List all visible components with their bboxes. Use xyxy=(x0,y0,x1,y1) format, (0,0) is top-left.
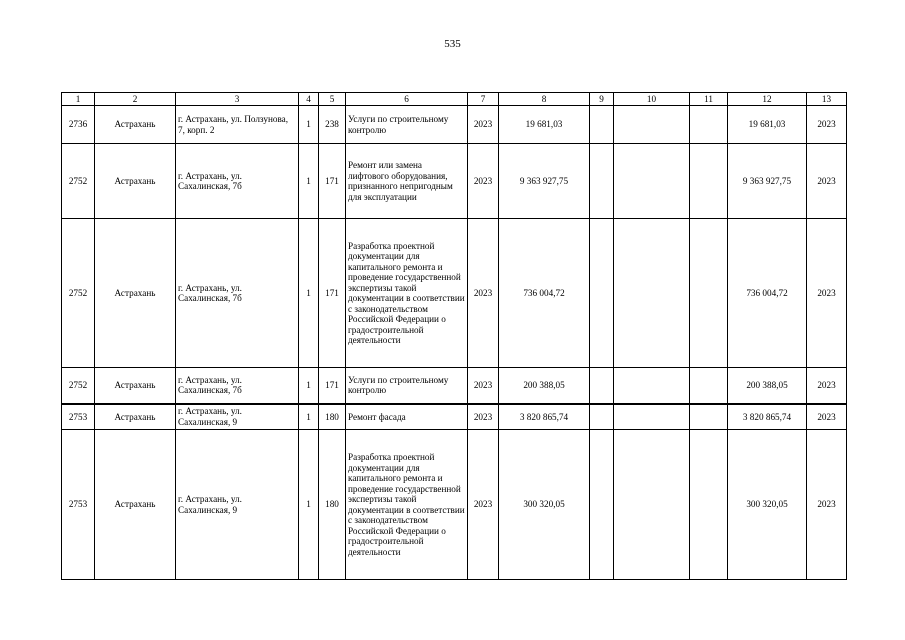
cell-service: Услуги по строительному контролю xyxy=(346,368,468,404)
cell-col4: 1 xyxy=(299,219,319,368)
cell-total: 19 681,03 xyxy=(728,106,807,144)
cell-service: Разработка проектной документации для капитального ремонта и проведение государственной экспертизы такой документации в соответствии с законодательством Российской Федерации о градостроительной деятельности xyxy=(346,219,468,368)
cell-col9 xyxy=(590,368,614,404)
cell-col5: 171 xyxy=(319,144,346,219)
cell-address: г. Астрахань, ул. Сахалинская, 7б xyxy=(176,368,299,404)
cell-year: 2023 xyxy=(468,144,499,219)
cell-service: Ремонт фасада xyxy=(346,404,468,430)
cell-amount: 736 004,72 xyxy=(499,219,590,368)
cell-col5: 180 xyxy=(319,404,346,430)
cell-number: 2736 xyxy=(62,106,95,144)
cell-year: 2023 xyxy=(468,219,499,368)
cell-col9 xyxy=(590,106,614,144)
cell-number: 2752 xyxy=(62,219,95,368)
cell-address: г. Астрахань, ул. Сахалинская, 7б xyxy=(176,144,299,219)
table-row xyxy=(62,404,847,430)
cell-year: 2023 xyxy=(468,106,499,144)
cell-col11 xyxy=(690,430,728,580)
cell-col9 xyxy=(590,404,614,430)
cell-col10 xyxy=(614,219,690,368)
cell-col5: 238 xyxy=(319,106,346,144)
cell-city: Астрахань xyxy=(95,144,176,219)
cell-total: 200 388,05 xyxy=(728,368,807,404)
table-row xyxy=(62,219,847,368)
cell-number: 2753 xyxy=(62,404,95,430)
cell-end-year: 2023 xyxy=(807,430,847,580)
cell-address: г. Астрахань, ул. Сахалинская, 9 xyxy=(176,430,299,580)
column-header: 2 xyxy=(95,93,176,106)
table-row xyxy=(62,368,847,404)
cell-service: Ремонт или замена лифтового оборудования, признанного непригодным для эксплуатации xyxy=(346,144,468,219)
column-header: 1 xyxy=(62,93,95,106)
cell-city: Астрахань xyxy=(95,106,176,144)
column-header: 12 xyxy=(728,93,807,106)
table-row xyxy=(62,106,847,144)
cell-amount: 300 320,05 xyxy=(499,430,590,580)
cell-col9 xyxy=(590,144,614,219)
cell-col9 xyxy=(590,219,614,368)
cell-end-year: 2023 xyxy=(807,144,847,219)
cell-city: Астрахань xyxy=(95,219,176,368)
column-header: 9 xyxy=(590,93,614,106)
column-header: 4 xyxy=(299,93,319,106)
table-row xyxy=(62,144,847,219)
column-header: 3 xyxy=(176,93,299,106)
table-row xyxy=(62,430,847,580)
page-number: 535 xyxy=(444,38,461,50)
cell-col11 xyxy=(690,219,728,368)
cell-number: 2752 xyxy=(62,368,95,404)
cell-col10 xyxy=(614,368,690,404)
header-row xyxy=(62,93,847,106)
cell-amount: 200 388,05 xyxy=(499,368,590,404)
cell-total: 9 363 927,75 xyxy=(728,144,807,219)
cell-col10 xyxy=(614,144,690,219)
column-header: 7 xyxy=(468,93,499,106)
cell-col4: 1 xyxy=(299,404,319,430)
cell-total: 300 320,05 xyxy=(728,430,807,580)
cell-col4: 1 xyxy=(299,106,319,144)
cell-total: 736 004,72 xyxy=(728,219,807,368)
cell-col10 xyxy=(614,404,690,430)
cell-service: Услуги по строительному контролю xyxy=(346,106,468,144)
cell-number: 2753 xyxy=(62,430,95,580)
cell-year: 2023 xyxy=(468,404,499,430)
cell-col10 xyxy=(614,106,690,144)
column-header: 6 xyxy=(346,93,468,106)
cell-col11 xyxy=(690,404,728,430)
cell-end-year: 2023 xyxy=(807,219,847,368)
cell-col10 xyxy=(614,430,690,580)
column-header: 5 xyxy=(319,93,346,106)
cell-year: 2023 xyxy=(468,368,499,404)
register-table xyxy=(61,92,847,580)
cell-year: 2023 xyxy=(468,430,499,580)
cell-col9 xyxy=(590,430,614,580)
cell-address: г. Астрахань, ул. Сахалинская, 9 xyxy=(176,404,299,430)
cell-amount: 3 820 865,74 xyxy=(499,404,590,430)
cell-end-year: 2023 xyxy=(807,106,847,144)
cell-end-year: 2023 xyxy=(807,368,847,404)
cell-amount: 9 363 927,75 xyxy=(499,144,590,219)
cell-col5: 171 xyxy=(319,368,346,404)
cell-city: Астрахань xyxy=(95,404,176,430)
column-header: 11 xyxy=(690,93,728,106)
cell-col5: 180 xyxy=(319,430,346,580)
cell-city: Астрахань xyxy=(95,430,176,580)
cell-end-year: 2023 xyxy=(807,404,847,430)
cell-col4: 1 xyxy=(299,430,319,580)
cell-col5: 171 xyxy=(319,219,346,368)
cell-number: 2752 xyxy=(62,144,95,219)
column-header: 13 xyxy=(807,93,847,106)
column-header: 8 xyxy=(499,93,590,106)
cell-total: 3 820 865,74 xyxy=(728,404,807,430)
cell-col11 xyxy=(690,106,728,144)
cell-col11 xyxy=(690,144,728,219)
cell-address: г. Астрахань, ул. Ползунова, 7, корп. 2 xyxy=(176,106,299,144)
cell-col11 xyxy=(690,368,728,404)
cell-address: г. Астрахань, ул. Сахалинская, 7б xyxy=(176,219,299,368)
cell-col4: 1 xyxy=(299,368,319,404)
cell-city: Астрахань xyxy=(95,368,176,404)
cell-amount: 19 681,03 xyxy=(499,106,590,144)
column-header: 10 xyxy=(614,93,690,106)
cell-service: Разработка проектной документации для капитального ремонта и проведение государственной экспертизы такой документации в соответствии с законодательством Российской Федерации о градостроительной деятельности xyxy=(346,430,468,580)
cell-col4: 1 xyxy=(299,144,319,219)
